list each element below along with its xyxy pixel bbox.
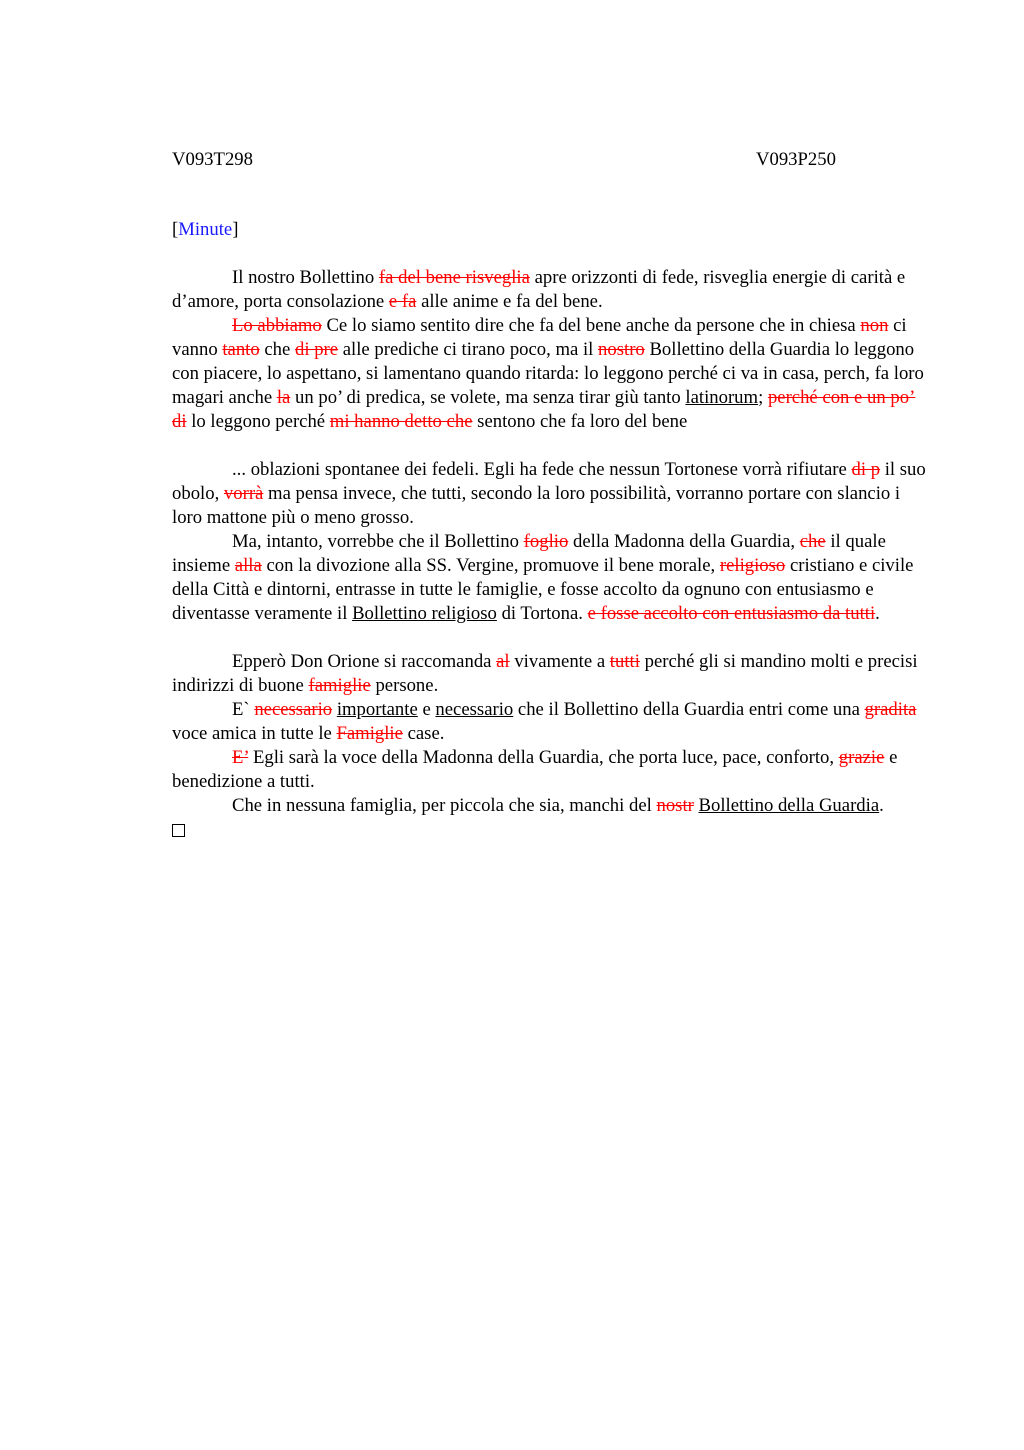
deleted-text: Famiglie (336, 723, 403, 744)
text-span: apre orizzonti di fede, risveglia energie di carità e d’amore, porta consolazione (172, 267, 906, 312)
text-span: con la divozione alla SS. Vergine, promuove il bene morale, (261, 555, 720, 576)
text-span: alle anime e fa del bene. (416, 291, 603, 312)
deleted-text: e fa (388, 291, 417, 312)
paragraph-4 (172, 530, 932, 626)
deleted-text: religioso (719, 555, 786, 576)
text-span: che (259, 339, 295, 360)
text-span: Ma, intanto, vorrebbe che il Bollettino (232, 531, 524, 552)
empty-checkbox-icon (172, 824, 185, 837)
document-header (172, 138, 932, 170)
text-span: persone. (370, 675, 439, 696)
deleted-text: tanto (222, 339, 260, 360)
deleted-text: e fosse accolto con entusiasmo da tutti (587, 603, 876, 624)
deleted-text: famiglie (308, 675, 371, 696)
paragraph-gap (172, 626, 932, 650)
document-body (172, 266, 932, 844)
text-span: sentono che fa loro del bene (472, 411, 688, 432)
text-span: Egli sarà la voce della Madonna della Guardia, che porta luce, pace, conforto, (248, 747, 839, 768)
deleted-text: E’ (232, 747, 249, 768)
deleted-text: nostro (598, 339, 645, 360)
deleted-text: Lo abbiamo (232, 315, 322, 336)
text-span: case. (402, 723, 445, 744)
deleted-text: la (276, 387, 291, 408)
text-span: E` (232, 699, 255, 720)
deleted-text: mi hanno detto che (329, 411, 473, 432)
section-title (172, 218, 932, 242)
paragraph-2 (172, 314, 932, 434)
deleted-text: tutti (609, 651, 640, 672)
text-span: voce amica in tutte le (172, 723, 337, 744)
text-span: . (875, 603, 880, 624)
text-span: ... oblazioni spontanee dei fedeli. Egli ha fede che nessun Tortonese vorrà rifiutare (232, 459, 852, 480)
text-span: Il nostro Bollettino (232, 267, 379, 288)
text-span: e benedizione a tutti. (172, 747, 898, 792)
deleted-text: di p (851, 459, 881, 480)
text-span: ma pensa invece, che tutti, secondo la loro possibilità, vorranno portare con slancio i loro mattone più o meno grosso. (172, 483, 901, 528)
text-span: ; (758, 387, 768, 408)
underlined-text: importante (336, 699, 418, 720)
deleted-text: al (496, 651, 510, 672)
paragraph-7 (172, 746, 932, 794)
deleted-text: vorrà (223, 483, 264, 504)
deleted-text: fa del bene risveglia (378, 267, 530, 288)
deleted-text: che (799, 531, 826, 552)
end-marker (172, 818, 932, 844)
paragraph-gap (172, 434, 932, 458)
deleted-text: perché con e un po’ di (172, 387, 916, 432)
text-span: il quale insieme (172, 531, 886, 576)
title-label: Minute (178, 219, 233, 240)
text-span: vivamente a (509, 651, 610, 672)
title-open-bracket: [ (172, 219, 179, 240)
title-close-bracket: ] (232, 219, 239, 240)
text-span: Epperò Don Orione si raccomanda (232, 651, 497, 672)
deleted-text: gradita (864, 699, 917, 720)
paragraph-3 (172, 458, 932, 530)
left-document-code: V093T298 (172, 149, 253, 170)
paragraph-5 (172, 650, 932, 698)
underlined-text: necessario (435, 699, 514, 720)
text-span: . (879, 795, 884, 816)
paragraph-8 (172, 794, 932, 818)
deleted-text: non (860, 315, 889, 336)
deleted-text: necessario (254, 699, 333, 720)
underlined-text: Bollettino religioso (352, 603, 497, 624)
deleted-text: alla (234, 555, 262, 576)
text-span: e (417, 699, 436, 720)
text-span: di Tortona. (496, 603, 588, 624)
text-span: alle prediche ci tirano poco, ma il (338, 339, 599, 360)
text-span: Che in nessuna famiglia, per piccola che sia, manchi del (232, 795, 657, 816)
text-span: ci vanno (172, 315, 907, 360)
text-span: della Madonna della Guardia, (568, 531, 800, 552)
deleted-text: di pre (295, 339, 339, 360)
deleted-text: foglio (523, 531, 569, 552)
text-span: lo leggono perché (186, 411, 330, 432)
deleted-text: nostr (656, 795, 694, 816)
underlined-text: latinorum (685, 387, 759, 408)
paragraph-6 (172, 698, 932, 746)
text-span: Ce lo siamo sentito dire che fa del bene anche da persone che in chiesa (321, 315, 861, 336)
text-span: perché gli si mandino molti e precisi indirizzi di buone (172, 651, 918, 696)
text-span: Bollettino della Guardia lo leggono con piacere, lo aspettano, si lamentano quando ritarda: lo leggono perché ci va in casa, perch, fa loro magari anche (172, 339, 924, 408)
right-document-code: V093P250 (756, 149, 836, 170)
deleted-text: grazie (838, 747, 885, 768)
document-page (172, 138, 932, 844)
text-span: cristiano e civile della Città e dintorni, entrasse in tutte le famiglie, e fosse accolto da ognuno con entusiasmo e diventasse veramente il (172, 555, 914, 624)
text-span: che il Bollettino della Guardia entri come una (513, 699, 865, 720)
text-span: il suo obolo, (172, 459, 926, 504)
text-span: un po’ di predica, se volete, ma senza tirar giù tanto (290, 387, 686, 408)
underlined-text: Bollettino della Guardia (698, 795, 880, 816)
paragraph-1 (172, 266, 932, 314)
